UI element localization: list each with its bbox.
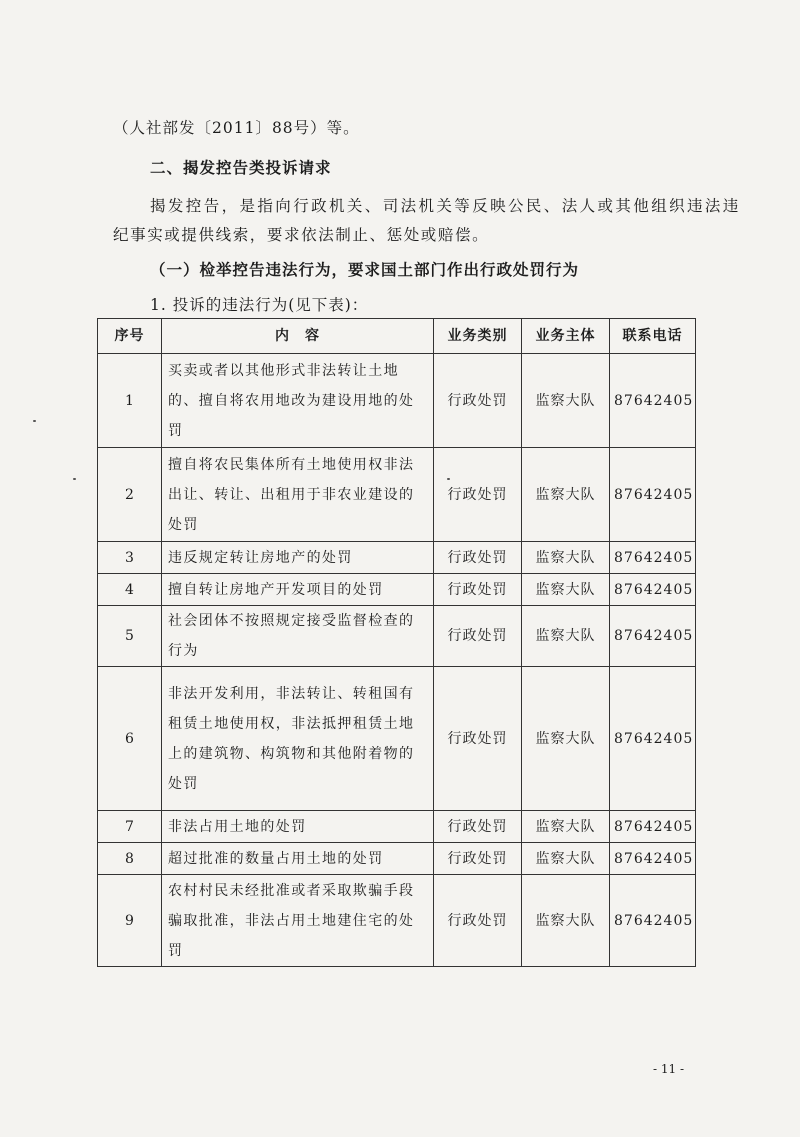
row-phone: 87642405 — [610, 843, 696, 875]
row-number: 1 — [98, 354, 162, 448]
row-number: 4 — [98, 574, 162, 606]
table-row — [98, 606, 696, 667]
scan-speck — [33, 420, 36, 422]
scan-speck — [447, 478, 450, 480]
row-subject: 监察大队 — [522, 606, 610, 667]
list-intro: 1. 投诉的违法行为(见下表)： — [150, 296, 369, 314]
row-category: 行政处罚 — [434, 354, 522, 448]
page-number: - 11 - — [653, 1062, 685, 1076]
row-content: 非法开发利用，非法转让、转租国有租赁土地使用权，非法抵押租赁土地上的建筑物、构筑物和其他附着物的处罚 — [162, 667, 434, 811]
header-subject: 业务主体 — [522, 319, 610, 354]
row-phone: 87642405 — [610, 875, 696, 967]
row-subject: 监察大队 — [522, 843, 610, 875]
row-number: 6 — [98, 667, 162, 811]
row-phone: 87642405 — [610, 542, 696, 574]
row-phone: 87642405 — [610, 448, 696, 542]
row-subject: 监察大队 — [522, 542, 610, 574]
row-phone: 87642405 — [610, 667, 696, 811]
row-content: 社会团体不按照规定接受监督检查的行为 — [162, 606, 434, 667]
table-header-row — [98, 319, 696, 354]
row-subject: 监察大队 — [522, 667, 610, 811]
row-subject: 监察大队 — [522, 811, 610, 843]
header-phone: 联系电话 — [610, 319, 696, 354]
violations-table — [97, 318, 696, 967]
row-phone: 87642405 — [610, 811, 696, 843]
table-row — [98, 448, 696, 542]
reference-line: （人社部发〔2011〕88号）等。 — [113, 119, 360, 137]
table-row — [98, 811, 696, 843]
table-row — [98, 875, 696, 967]
section-heading: 二、揭发控告类投诉请求 — [150, 158, 332, 177]
row-phone: 87642405 — [610, 354, 696, 448]
row-subject: 监察大队 — [522, 354, 610, 448]
table-row — [98, 843, 696, 875]
table-row — [98, 574, 696, 606]
row-subject: 监察大队 — [522, 574, 610, 606]
row-number: 5 — [98, 606, 162, 667]
table-body — [98, 354, 696, 967]
row-category: 行政处罚 — [434, 811, 522, 843]
scan-speck — [73, 478, 76, 480]
row-number: 3 — [98, 542, 162, 574]
table-row — [98, 354, 696, 448]
row-content: 农村村民未经批准或者采取欺骗手段骗取批准，非法占用土地建住宅的处罚 — [162, 875, 434, 967]
table-row — [98, 542, 696, 574]
row-content: 擅自转让房地产开发项目的处罚 — [162, 574, 434, 606]
header-content: 内 容 — [162, 319, 434, 354]
header-category: 业务类别 — [434, 319, 522, 354]
subsection-heading: （一）检举控告违法行为，要求国土部门作出行政处罚行为 — [150, 260, 580, 279]
paragraph-line-2: 纪事实或提供线索，要求依法制止、惩处或赔偿。 — [113, 226, 490, 244]
row-number: 2 — [98, 448, 162, 542]
header-no: 序号 — [98, 319, 162, 354]
paragraph-line-1: 揭发控告，是指向行政机关、司法机关等反映公民、法人或其他组织违法违 — [150, 197, 741, 215]
row-category: 行政处罚 — [434, 606, 522, 667]
row-content: 非法占用土地的处罚 — [162, 811, 434, 843]
row-category: 行政处罚 — [434, 875, 522, 967]
row-phone: 87642405 — [610, 574, 696, 606]
row-content: 超过批准的数量占用土地的处罚 — [162, 843, 434, 875]
row-content: 违反规定转让房地产的处罚 — [162, 542, 434, 574]
row-category: 行政处罚 — [434, 542, 522, 574]
row-category: 行政处罚 — [434, 843, 522, 875]
row-number: 8 — [98, 843, 162, 875]
row-subject: 监察大队 — [522, 875, 610, 967]
row-category: 行政处罚 — [434, 667, 522, 811]
row-content: 擅自将农民集体所有土地使用权非法出让、转让、出租用于非农业建设的处罚 — [162, 448, 434, 542]
row-number: 7 — [98, 811, 162, 843]
row-content: 买卖或者以其他形式非法转让土地的、擅自将农用地改为建设用地的处罚 — [162, 354, 434, 448]
table-row — [98, 667, 696, 811]
row-category: 行政处罚 — [434, 574, 522, 606]
row-phone: 87642405 — [610, 606, 696, 667]
row-category: 行政处罚 — [434, 448, 522, 542]
row-number: 9 — [98, 875, 162, 967]
row-subject: 监察大队 — [522, 448, 610, 542]
